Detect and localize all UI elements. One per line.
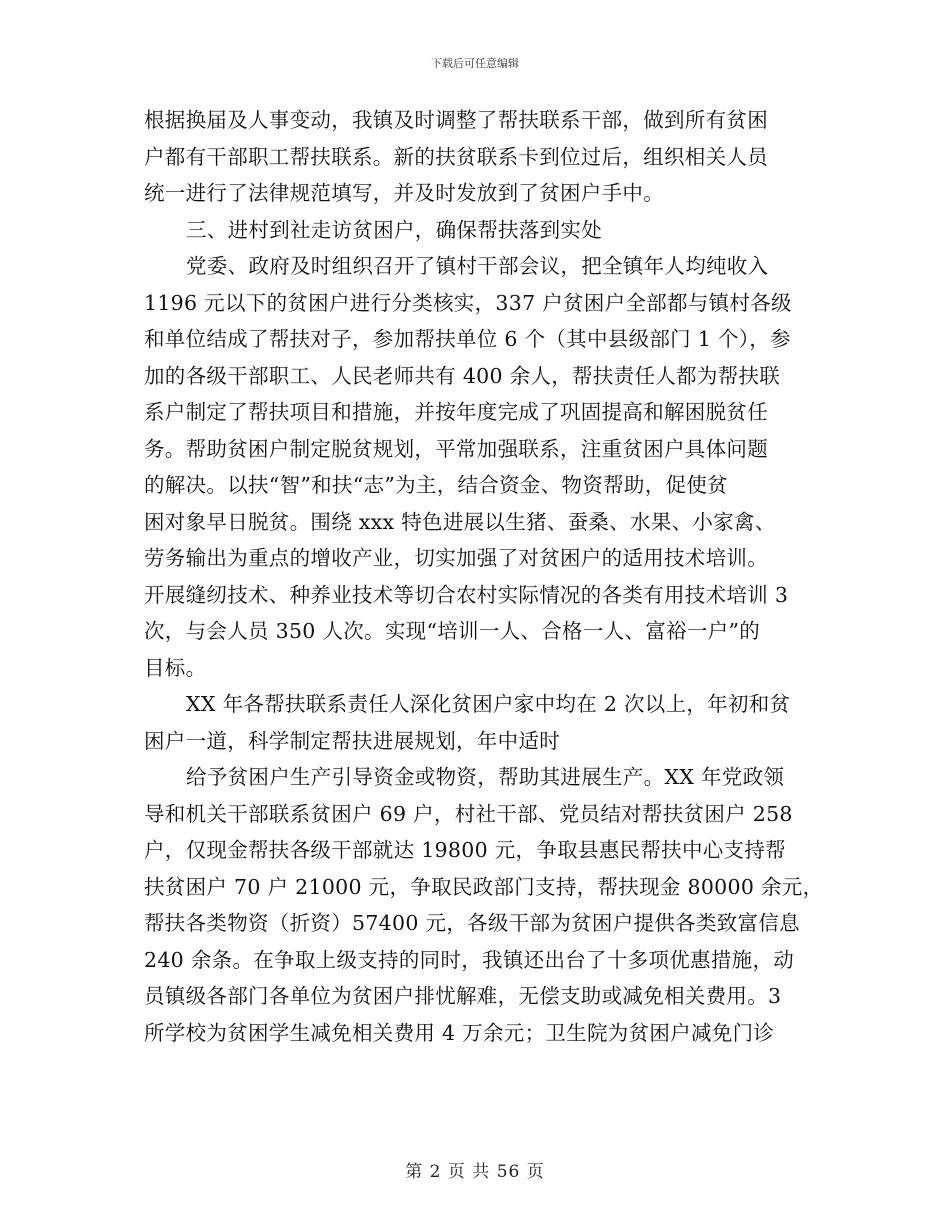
text-line: 劳务输出为重点的增收产业，切实加强了对贫困户的适用技术培训。	[144, 546, 768, 570]
text-line: 员镇级各部门各单位为贫困户排忧解难，无偿支助或减免相关费用。3	[144, 984, 782, 1008]
text-line: 系户制定了帮扶项目和措施，并按年度完成了巩固提高和解困脱贫任	[144, 400, 768, 424]
text-line: 次，与会人员 350 人次。实现“培训一人、合格一人、富裕一户”的	[144, 619, 761, 643]
section-heading: 三、进村到社走访贫困户，确保帮扶落到实处	[186, 217, 602, 242]
text-line: 户，仅现金帮扶各级干部就达 19800 元，争取县惠民帮扶中心支持帮	[144, 838, 786, 862]
paragraph-start: 党委、政府及时组织召开了镇村干部会议，把全镇年人均纯收入	[186, 254, 769, 278]
text-line: 困户一道，科学制定帮扶进展规划，年中适时	[144, 728, 560, 753]
text-line: 户都有干部职工帮扶联系。新的扶贫联系卡到位过后，组织相关人员	[144, 144, 768, 169]
paragraph-start: XX 年各帮扶联系责任人深化贫困户家中均在 2 次以上，年初和贫	[186, 692, 791, 716]
text-line: 加的各级干部职工、人民老师共有 400 余人，帮扶责任人都为帮扶联	[144, 363, 781, 388]
document-body	[144, 102, 824, 1051]
text-line: 240 余条。在争取上级支持的同时，我镇还出台了十多项优惠措施，动	[144, 947, 795, 972]
text-line: 的解决。以扶“智”和扶“志”为主，结合资金、物资帮助，促使贫	[144, 473, 728, 497]
text-line: 目标。	[144, 655, 207, 680]
text-line: 开展缝纫技术、种养业技术等切合农村实际情况的各类有用技术培训 3	[144, 582, 789, 607]
text-line: 统一进行了法律规范填写，并及时发放到了贫困户手中。	[144, 181, 664, 205]
text-line: 务。帮助贫困户制定脱贫规划，平常加强联系，注重贫困户具体问题	[144, 436, 768, 461]
text-line: 扶贫困户 70 户 21000 元，争取民政部门支持，帮扶现金 80000 余元，	[144, 874, 824, 899]
page-header-note: 下载后可任意编辑	[431, 57, 519, 70]
text-line: 和单位结成了帮扶对子，参加帮扶单位 6 个（其中县级部门 1 个），参	[144, 327, 791, 351]
text-line: 所学校为贫困学生减免相关费用 4 万余元；卫生院为贫困户减免门诊	[144, 1020, 775, 1045]
text-line: 帮扶各类物资（折资）57400 元，各级干部为贫困户提供各类致富信息	[144, 911, 800, 935]
paragraph-start: 给予贫困户生产引导资金或物资，帮助其进展生产。XX 年党政领	[186, 765, 785, 789]
page-number-footer: 第 2 页 共 56 页	[405, 1162, 545, 1182]
text-line: 1196 元以下的贫困户进行分类核实，337 户贫困户全部都与镇村各级	[144, 290, 792, 315]
text-line: 导和机关干部联系贫困户 69 户，村社干部、党员结对帮扶贫困户 258	[144, 801, 793, 826]
text-line: 根据换届及人事变动，我镇及时调整了帮扶联系干部，做到所有贫困	[144, 108, 768, 132]
text-line: 困对象早日脱贫。围绕 xxx 特色进展以生猪、蚕桑、水果、小家禽、	[144, 509, 776, 534]
